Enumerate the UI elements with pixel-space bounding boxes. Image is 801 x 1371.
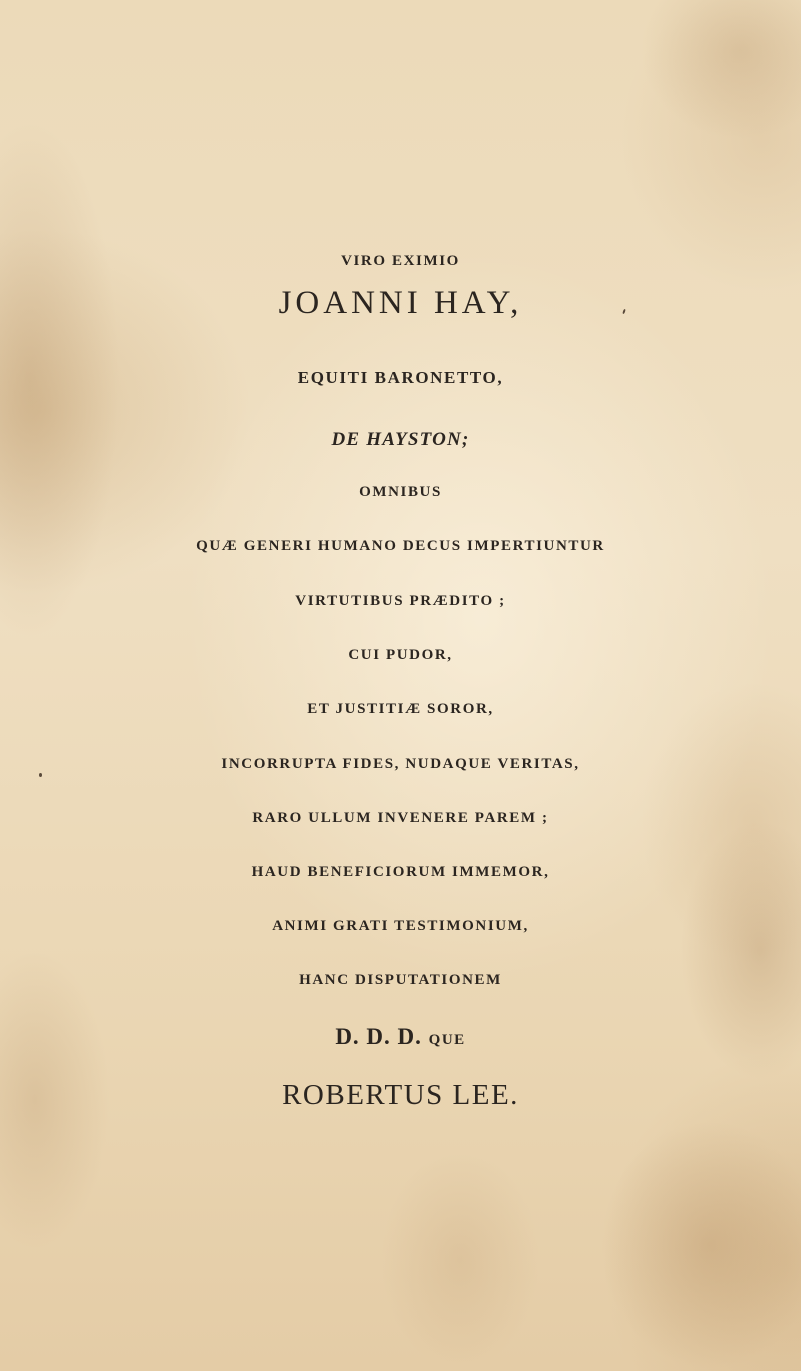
dedicatee-title: EQUITI BARONETTO, xyxy=(297,368,504,387)
dedication-line: QUÆ GENERI HUMANO DECUS IMPERTIUNTUR xyxy=(196,538,605,554)
ddd-abbreviation: D. D. D. xyxy=(335,1024,422,1049)
author-name: ROBERTUS LEE. xyxy=(282,1079,519,1111)
dedication-line: ANIMI GRATI TESTIMONIUM, xyxy=(272,918,529,934)
dedicatee-estate: DE HAYSTON; xyxy=(331,429,470,450)
ddd-suffix: QUE xyxy=(428,1032,466,1048)
dedication-line: INCORRUPTA FIDES, NUDAQUE VERITAS, xyxy=(221,756,580,772)
paper-stain xyxy=(640,0,801,140)
paper-stain xyxy=(380,1150,540,1370)
dedication-line: RARO ULLUM INVENERE PAREM ; xyxy=(252,810,549,826)
paper-stain xyxy=(600,1120,801,1370)
dedication-line: VIRO EXIMIO xyxy=(341,253,460,269)
dedication-line: HAUD BENEFICIORUM IMMEMOR, xyxy=(251,864,550,880)
dedication-formula xyxy=(0,1024,801,1050)
dedication-line: ET JUSTITIÆ SOROR, xyxy=(307,701,494,717)
dedication-line: VIRTUTIBUS PRÆDITO ; xyxy=(295,593,506,609)
dedication-line: HANC DISPUTATIONEM xyxy=(299,972,502,988)
dedication-line: CUI PUDOR, xyxy=(348,647,453,663)
dedicatee-name: JOANNI HAY, xyxy=(278,285,523,321)
ink-speck xyxy=(39,773,42,777)
dedication-line: OMNIBUS xyxy=(359,484,442,500)
